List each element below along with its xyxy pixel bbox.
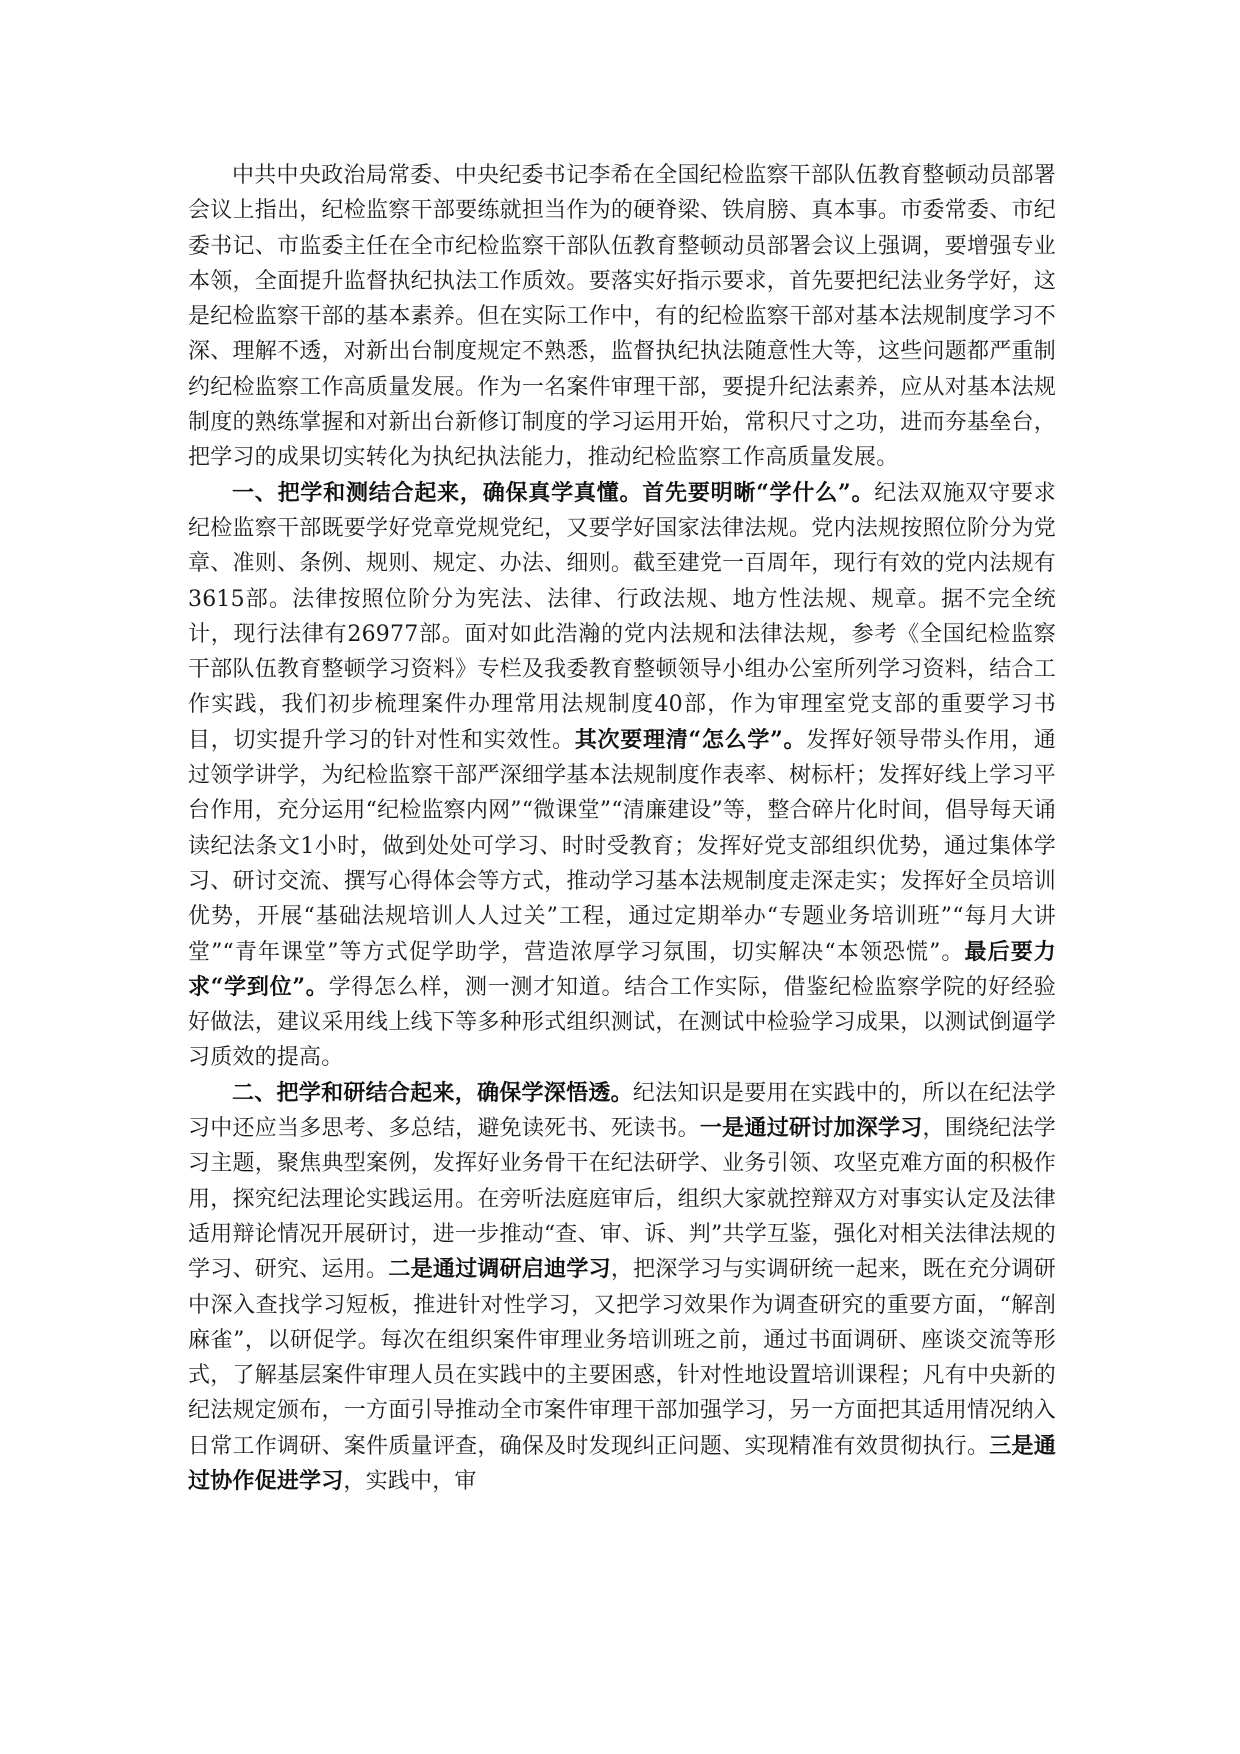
paragraph-section-two	[188, 1076, 1056, 1500]
paragraph-intro-text: 中共中央政治局常委、中央纪委书记李希在全国纪检监察干部队伍教育整顿动员部署会议上指出，纪检监察干部要练就担当作为的硬脊梁、铁肩膀、真本事。市委常委、市纪委书记、市监委主任在全市纪检监察干部队伍教育整顿动员部署会议上强调，要增强专业本领，全面提升监督执纪执法工作质效。要落实好指示要求，首先要把纪法业务学好，这是纪检监察干部的基本素养。但在实际工作中，有的纪检监察干部对基本法规制度学习不深、理解不透，对新出台制度规定不熟悉，监督执纪执法随意性大等，这些问题都严重制约纪检监察工作高质量发展。作为一名案件审理干部，要提升纪法素养，应从对基本法规制度的熟练掌握和对新出台新修订制度的学习运用开始，常积尺寸之功，进而夯基垒台，把学习的成果切实转化为执纪执法能力，推动纪检监察工作高质量发展。	[188, 163, 1056, 471]
section-two-text-b: ，围绕纪法学习主题，聚焦典型案例，发挥好业务骨干在纪法研学、业务引领、攻坚克难方面的积极作用，探究纪法理论实践运用。在旁听法庭庭审后，组织大家就控辩双方对事实认定及法律适用辩论情况开展研讨，进一步推动“查、审、诉、判”共学互鉴，强化对相关法律法规的学习、研究、运用。	[188, 1116, 1056, 1283]
document-body	[188, 158, 1056, 1499]
section-two-text-c: ，把深学习与实调研统一起来，既在充分调研中深入查找学习短板，推进针对性学习，又把学习效果作为调查研究的重要方面，“解剖麻雀”，以研促学。每次在组织案件审理业务培训班之前，通过书面调研、座谈交流等形式，了解基层案件审理人员在实践中的主要困惑，针对性地设置培训课程；凡有中央新的纪法规定颁布，一方面引导推动全市案件审理干部加强学习，另一方面把其适用情况纳入日常工作调研、案件质量评查，确保及时发现纠正问题、实现精准有效贯彻执行。	[188, 1257, 1056, 1459]
paragraph-intro	[188, 158, 1056, 476]
section-two-point-two: 二是通过调研启迪学习	[388, 1256, 611, 1283]
section-two-point-one: 一是通过研讨加深学习	[699, 1115, 923, 1142]
section-one-text-b: 发挥好领导带头作用，通过领学讲学，为纪检监察干部严深细学基本法规制度作表率、树标杆；发挥好线上学习平台作用，充分运用“纪检监察内网”“微课堂”“清廉建设”等，整合碎片化时间，倡导每天诵读纪法条文1小时，做到处处可学习、时时受教育；发挥好党支部组织优势，通过集体学习、研讨交流、撰写心得体会等方式，推动学习基本法规制度走深走实；发挥好全员培训优势，开展“基础法规培训人人过关”工程，通过定期举办“专题业务培训班”“每月大讲堂”“青年课堂”等方式促学助学，营造浓厚学习氛围，切实解决“本领恐慌”。	[188, 727, 1057, 965]
section-one-subheading-how: 其次要理清“怎么学”。	[574, 726, 807, 753]
section-one-text-c: 学得怎么样，测一测才知道。结合工作实际，借鉴纪检监察学院的好经验好做法，建议采用线上线下等多种形式组织测试，在测试中检验学习成果，以测试倒逼学习质效的提高。	[188, 974, 1056, 1071]
section-two-text-d: ，实践中，审	[343, 1468, 477, 1494]
section-one-text-a: 纪法双施双守要求纪检监察干部既要学好党章党规党纪，又要学好国家法律法规。党内法规按照位阶分为党章、准则、条例、规则、规定、办法、细则。截至建党一百周年，现行有效的党内法规有3615部。法律按照位阶分为宪法、法律、行政法规、地方性法规、规章。据不完全统计，现行法律有26977部。面对如此浩瀚的党内法规和法律法规，参考《全国纪检监察干部队伍教育整顿学习资料》专栏及我委教育整顿领导小组办公室所列学习资料，结合工作实践，我们初步梳理案件办理常用法规制度40部，作为审理室党支部的重要学习书目，切实提升学习的针对性和实效性。	[188, 480, 1056, 753]
section-one-heading: 一、把学和测结合起来，确保真学真懂。首先要明晰“学什么”。	[232, 479, 875, 506]
section-two-heading: 二、把学和研结合起来，确保学深悟透。	[232, 1079, 633, 1106]
paragraph-section-one	[188, 476, 1056, 1076]
section-two-text-a: 纪法知识是要用在实践中的，所以在纪法学习中还应当多思考、多总结，避免读死书、死读书。	[188, 1080, 1056, 1142]
section-one-subheading-finally: 最后要力求“学到位”。	[188, 938, 1056, 1000]
section-two-point-three: 三是通过协作促进学习	[188, 1432, 1056, 1494]
